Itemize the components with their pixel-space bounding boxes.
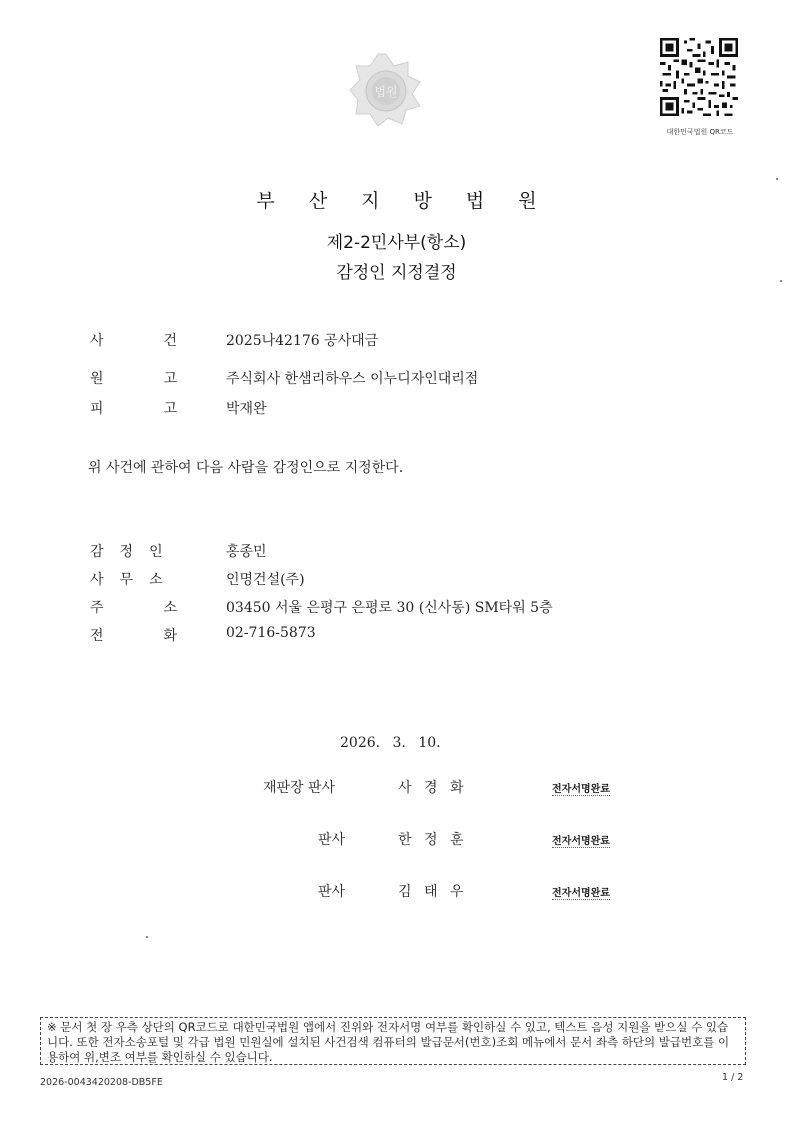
plaintiff-value: 주식회사 한샘리하우스 이누디자인대리점 xyxy=(226,371,479,387)
court-division: 제2-2민사부(항소) xyxy=(326,233,467,253)
appraiser-name-value: 홍종민 xyxy=(226,544,267,560)
phone-label: 전 화 xyxy=(90,628,178,644)
office-label: 사 무 소 xyxy=(90,572,163,588)
appraiser-name-label: 감 정 인 xyxy=(90,544,163,560)
qr-code-label: 대한민국법원 QR코드 xyxy=(666,128,734,136)
judge-2-title: 판사 xyxy=(318,832,346,848)
judge-2-name: 한 정 훈 xyxy=(398,832,468,848)
address-label: 주 소 xyxy=(90,600,178,616)
emblem-text: 법원 xyxy=(374,85,398,99)
phone-value: 02-716-5873 xyxy=(226,625,316,641)
page-number: 1 / 2 xyxy=(722,1072,744,1083)
case-label: 사 건 xyxy=(90,333,178,349)
court-name: 부 산 지 방 법 원 xyxy=(256,190,551,212)
verification-notice: ※ 문서 첫 장 우측 상단의 QR코드로 대한민국법원 앱에서 진위와 전자서명 여부를 확인하실 수 있고, 텍스트 음성 지원을 받으실 수 있습니다. 또한 전자소송포털 및 각급 법원 민원실에 설치된 사건검색 컴퓨터의 발급문서(번호)조회 메뉴에서 문서 좌측 하단의 발급번호를 이용하여 위,변조 여부를 확인하실 수 있습니다. xyxy=(40,1017,746,1065)
scan-speck xyxy=(780,280,782,282)
issue-number: 2026-0043420208-DB5FE xyxy=(40,1077,163,1088)
judge-3-signature: 전자서명완료 xyxy=(552,884,610,900)
plaintiff-label: 원 고 xyxy=(90,371,178,387)
judge-3-title: 판사 xyxy=(318,884,346,900)
presiding-judge-name: 사 경 화 xyxy=(398,780,468,796)
case-number-value: 2025나42176 공사대금 xyxy=(226,333,379,349)
judge-2-signature: 전자서명완료 xyxy=(552,832,610,848)
office-value: 인명건설(주) xyxy=(226,572,305,588)
defendant-value: 박재완 xyxy=(226,401,267,417)
court-emblem-icon xyxy=(348,52,424,128)
decision-date: 2026. 3. 10. xyxy=(340,735,441,751)
scan-speck xyxy=(146,936,148,938)
presiding-judge-title: 재판장 판사 xyxy=(263,780,336,796)
scan-speck xyxy=(776,178,778,180)
presiding-judge-signature: 전자서명완료 xyxy=(552,780,610,796)
decision-sentence: 위 사건에 관하여 다음 사람을 감정인으로 지정한다. xyxy=(88,460,404,476)
judge-3-name: 김 태 우 xyxy=(398,884,468,900)
defendant-label: 피 고 xyxy=(90,401,178,417)
address-value: 03450 서울 은평구 은평로 30 (신사동) SM타워 5층 xyxy=(226,600,553,616)
document-title: 감정인 지정결정 xyxy=(336,263,457,283)
qr-code-icon[interactable] xyxy=(660,38,738,116)
